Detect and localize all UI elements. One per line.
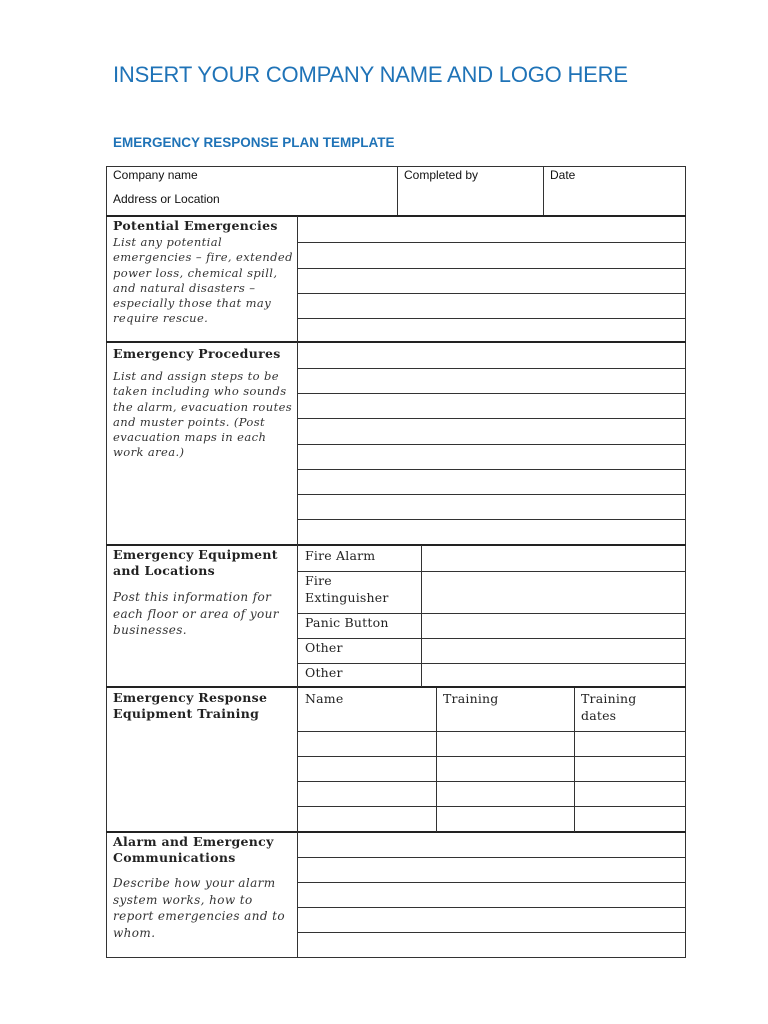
completed-by-field[interactable] (398, 167, 543, 215)
training-column-dates: Training dates (581, 691, 637, 723)
training-column-training: Training (443, 691, 499, 706)
date-field[interactable] (544, 167, 684, 215)
section-desc-alarm-communications: Describe how your alarm system works, how to report emergencies and to whom. (113, 876, 286, 940)
training-column-name: Name (305, 691, 344, 706)
section-title-alarm-communications: Alarm and Emergency Communications (113, 834, 274, 865)
section-title-potential-emergencies: Potential Emergencies (113, 218, 278, 233)
section-title-equipment-training: Emergency Response Equipment Training (113, 690, 268, 721)
training-entries[interactable] (298, 732, 684, 831)
fire-alarm-location-field[interactable] (422, 546, 684, 571)
company-name-label: Company name (113, 168, 198, 182)
company-name-logo-placeholder: INSERT YOUR COMPANY NAME AND LOGO HERE (113, 62, 628, 87)
address-label: Address or Location (113, 192, 220, 206)
panic-button-location-field[interactable] (422, 614, 684, 638)
emergency-procedures-entry[interactable] (298, 343, 684, 544)
potential-emergencies-entry[interactable] (298, 217, 684, 341)
equipment-label-fire-alarm: Fire Alarm (305, 548, 376, 563)
other-location-field[interactable] (422, 639, 684, 663)
company-name-field[interactable] (107, 167, 397, 215)
equipment-label-other: Other (305, 640, 343, 655)
equipment-label-fire-extinguisher: Fire Extinguisher (305, 573, 389, 605)
section-desc-potential-emergencies: List any potential emergencies – fire, extended power loss, chemical spill, and natural disasters – especially those that may require rescue. (113, 235, 293, 326)
section-title-emergency-procedures: Emergency Procedures (113, 346, 281, 361)
equipment-label-other-2: Other (305, 665, 343, 680)
document-title: EMERGENCY RESPONSE PLAN TEMPLATE (113, 135, 395, 150)
section-desc-equipment-locations: Post this information for each floor or area of your businesses. (113, 590, 279, 637)
section-title-equipment-locations: Emergency Equipment and Locations (113, 547, 278, 578)
alarm-communications-entry[interactable] (298, 833, 684, 956)
completed-by-label: Completed by (404, 168, 479, 182)
equipment-label-panic-button: Panic Button (305, 615, 389, 630)
fire-extinguisher-location-field[interactable] (422, 572, 684, 613)
date-label: Date (550, 168, 576, 182)
section-desc-emergency-procedures: List and assign steps to be taken including who sounds the alarm, evacuation routes and muster points. (Post evacuation maps in each work area.) (113, 369, 293, 460)
other-location-field-2[interactable] (422, 664, 684, 686)
